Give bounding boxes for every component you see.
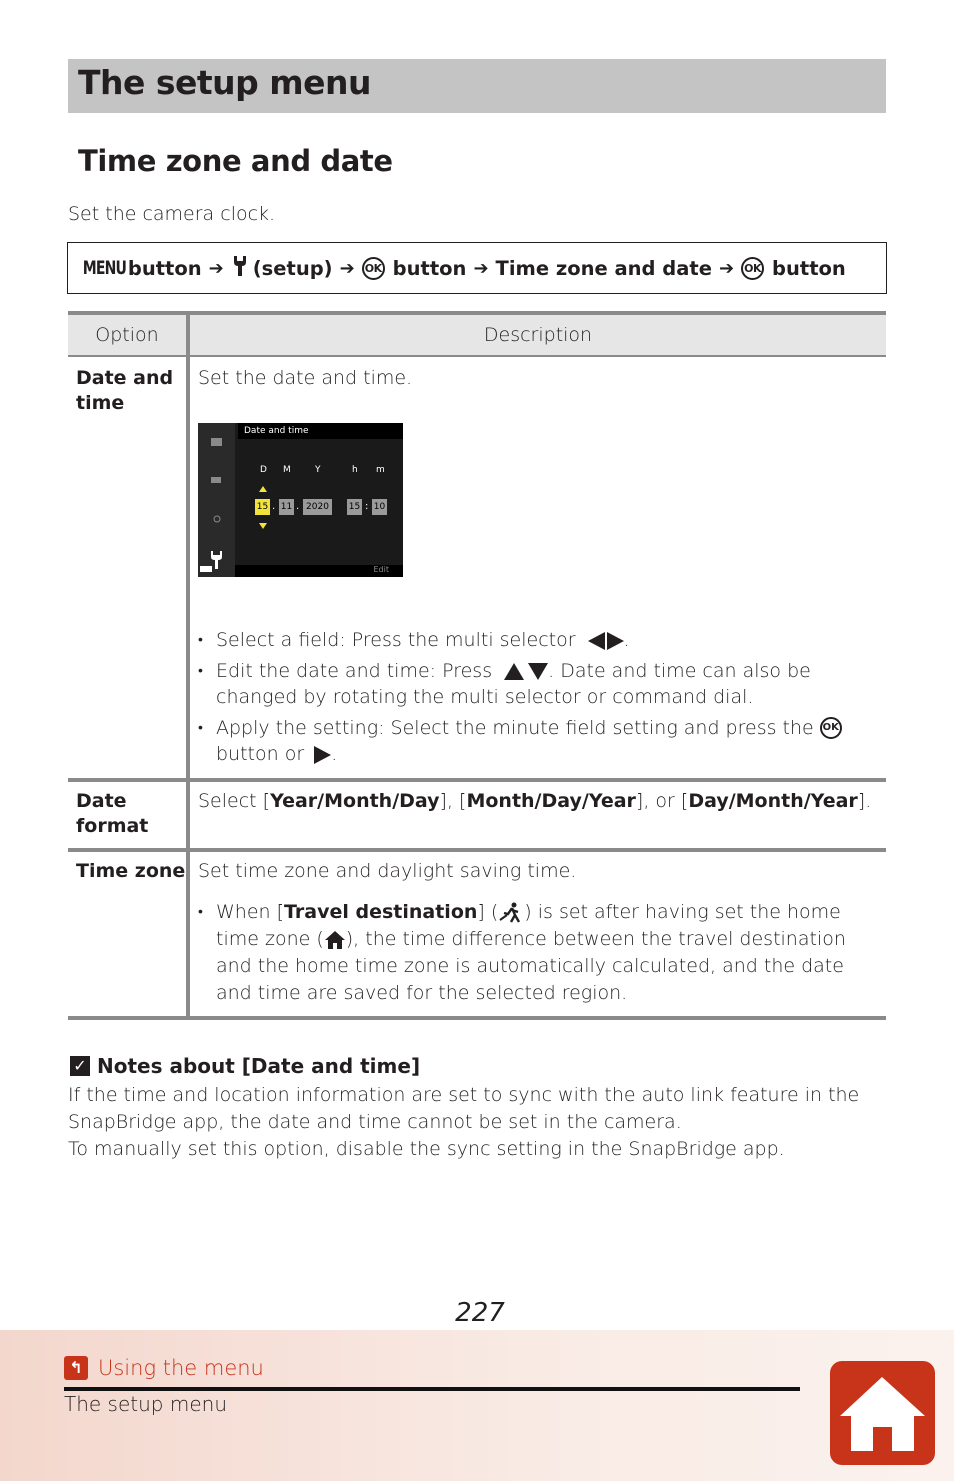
arrow-icon: ➔ xyxy=(339,257,355,279)
list-item xyxy=(198,627,878,654)
option-date-format: Date format xyxy=(76,790,149,837)
path-setup-label: (setup) xyxy=(252,256,333,280)
date-separator: . xyxy=(272,501,276,512)
arrow-icon: ➔ xyxy=(473,257,489,279)
path-button-label: button xyxy=(772,256,846,280)
bullet-text: . xyxy=(623,629,630,651)
wrench-icon xyxy=(231,255,249,282)
time-zone-bullets xyxy=(198,899,878,1011)
bullet-text: When [ xyxy=(216,901,285,923)
arrow-icon: ➔ xyxy=(718,257,735,279)
bullet-text: button or xyxy=(216,743,305,765)
column-divider xyxy=(186,357,190,1019)
notes-heading xyxy=(70,1054,420,1078)
camera-screen xyxy=(198,423,403,577)
home-icon xyxy=(324,930,346,950)
check-icon: ✓ xyxy=(70,1056,90,1076)
field-day: 15 xyxy=(255,499,270,515)
footer-link-label: Using the menu xyxy=(98,1356,264,1380)
row-divider xyxy=(68,848,886,852)
notes-body xyxy=(68,1082,888,1163)
bullet-text: Select a field: Press the multi selector xyxy=(216,629,576,651)
desc-text: Select [ xyxy=(198,790,271,812)
description-date-and-time: Set the date and time. xyxy=(198,367,413,389)
ok-button-icon: OK xyxy=(741,257,764,280)
camera-menu-tabs xyxy=(198,423,235,577)
list-item xyxy=(198,658,878,711)
bullet-text: ] ( xyxy=(477,901,499,923)
notes-paragraph: To manually set this option, disable the sync setting in the SnapBridge app. xyxy=(68,1138,785,1160)
format-option-dmy: Day/Month/Year xyxy=(688,790,858,812)
desc-text: ], or [ xyxy=(635,790,689,812)
right-triangle-icon xyxy=(607,632,624,650)
ok-button-icon: OK xyxy=(820,717,842,739)
section-title: Time zone and date xyxy=(78,144,393,178)
bullet-text: ) is set after having set the home time zone ( xyxy=(216,901,841,950)
bullet-text: . xyxy=(331,743,338,765)
format-option-mdy: Month/Day/Year xyxy=(466,790,636,812)
footer-subtitle: The setup menu xyxy=(64,1392,227,1416)
up-arrow-icon xyxy=(258,485,268,493)
page-banner xyxy=(68,59,886,113)
page-title: The setup menu xyxy=(78,63,372,102)
field-year: 2020 xyxy=(303,499,332,515)
path-button-label: button xyxy=(127,256,202,280)
edit-hint: Edit xyxy=(373,565,389,574)
table-header-option: Option xyxy=(68,311,186,357)
bullet-text: . Date and time can also be changed by rotating the multi selector or command dial. xyxy=(216,659,811,708)
footer-rule xyxy=(64,1387,800,1391)
list-item xyxy=(198,715,878,768)
field-month: 11 xyxy=(279,499,294,515)
ok-button-icon: OK xyxy=(362,257,385,280)
format-option-ymd: Year/Month/Day xyxy=(270,790,440,812)
up-triangle-icon xyxy=(504,663,524,680)
description-date-format xyxy=(198,788,878,814)
description-time-zone: Set time zone and daylight saving time. xyxy=(198,860,577,882)
desc-text: ]. xyxy=(857,790,872,812)
menu-path-box xyxy=(67,242,887,294)
label-minute: m xyxy=(376,465,385,475)
label-day: D xyxy=(260,465,267,475)
column-divider xyxy=(186,311,190,357)
field-hour: 15 xyxy=(347,499,362,515)
table-bottom-rule xyxy=(68,1016,886,1020)
footer-section-link[interactable] xyxy=(64,1356,264,1380)
camera-screen-title: Date and time xyxy=(238,423,403,439)
option-date-and-time: Date and time xyxy=(76,367,174,414)
time-separator: : xyxy=(365,501,369,512)
path-button-label: button xyxy=(392,256,467,280)
label-hour: h xyxy=(352,465,358,475)
travel-icon xyxy=(498,902,524,924)
bullet-text: Apply the setting: Select the minute field setting and press the xyxy=(216,716,814,739)
back-arrow-icon: ↰ xyxy=(64,1356,88,1380)
notes-paragraph: If the time and location information are set to sync with the auto link feature in the SnapBridge app, the date and time cannot be set in the camera. xyxy=(68,1084,860,1133)
arrow-icon: ➔ xyxy=(208,257,224,279)
bullet-text: Edit the date and time: Press xyxy=(216,659,493,682)
home-icon xyxy=(830,1361,935,1465)
date-time-bullets xyxy=(198,627,878,772)
page-number: 227 xyxy=(455,1298,505,1328)
row-divider xyxy=(68,778,886,782)
field-minute: 10 xyxy=(372,499,387,515)
down-arrow-icon xyxy=(258,522,268,530)
camera-tab-icons xyxy=(198,423,235,577)
desc-text: ], [ xyxy=(439,790,467,812)
right-triangle-icon xyxy=(314,746,331,764)
down-triangle-icon xyxy=(528,663,548,680)
path-item-label: Time zone and date xyxy=(495,256,712,280)
left-triangle-icon xyxy=(588,632,605,650)
label-year: Y xyxy=(315,465,321,475)
travel-destination-label: Travel destination xyxy=(284,901,478,923)
label-month: M xyxy=(283,465,291,475)
date-separator: . xyxy=(296,501,300,512)
menu-button-icon: MENU xyxy=(82,257,127,279)
home-button[interactable] xyxy=(830,1361,935,1465)
notes-title: Notes about [Date and time] xyxy=(97,1054,421,1078)
bullet-text: ), the time difference between the travel destination and the home time zone is automatically calculated, and the date and time are saved for the selected region. xyxy=(216,928,846,1004)
list-item xyxy=(198,899,878,1007)
intro-text: Set the camera clock. xyxy=(68,203,276,225)
option-time-zone: Time zone xyxy=(76,860,186,882)
table-header-description: Description xyxy=(190,311,886,357)
